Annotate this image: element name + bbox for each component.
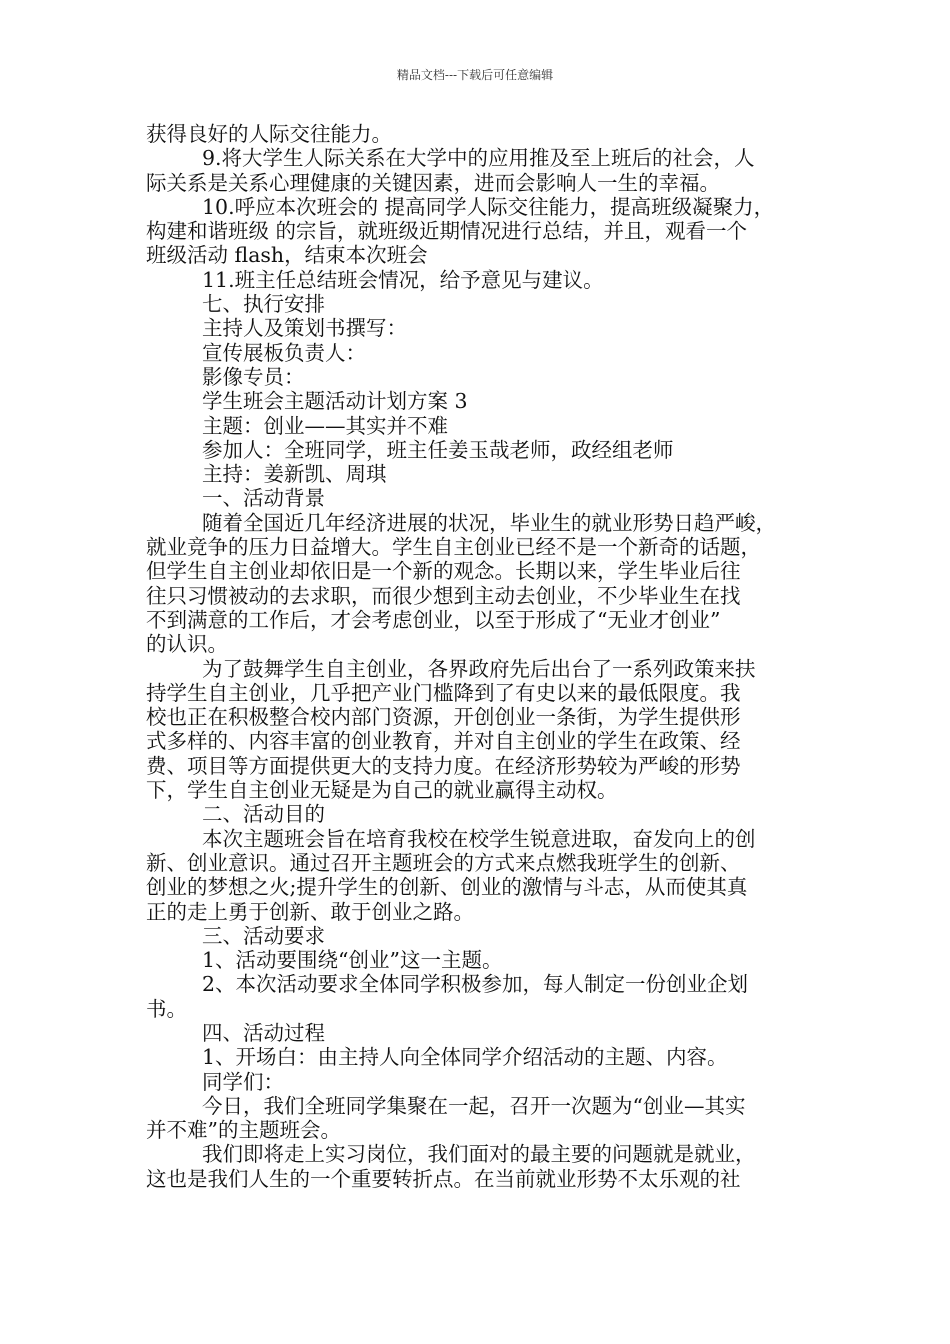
text-line: 9.将大学生人际关系在大学中的应用推及至上班后的社会，人 xyxy=(202,146,755,171)
text-line: 四、活动过程 xyxy=(202,1020,325,1045)
text-line: 2、本次活动要求全体同学积极参加，每人制定一份创业企划 xyxy=(202,972,749,997)
text-line: 影像专员： xyxy=(202,364,305,389)
page-header: 精品文档---下载后可任意编辑 xyxy=(396,68,554,82)
text-line: 正的走上勇于创新、敢于创业之路。 xyxy=(146,899,474,924)
text-line: 新、创业意识。通过召开主题班会的方式来点燃我班学生的创新、 xyxy=(146,850,741,875)
text-line: 11.班主任总结班会情况，给予意见与建议。 xyxy=(202,267,604,292)
text-line: 学生班会主题活动计划方案 3 xyxy=(202,389,468,414)
text-line: 往只习惯被动的去求职，而很少想到主动去创业，不少毕业生在找 xyxy=(146,583,741,608)
text-line: 费、项目等方面提供更大的支持力度。在经济形势较为严峻的形势 xyxy=(146,753,741,778)
text-line: 际关系是关系心理健康的关键因素，进而会影响人一生的幸福。 xyxy=(146,170,720,195)
text-line: 主题：创业——其实并不难 xyxy=(202,413,448,438)
text-line: 这也是我们人生的一个重要转折点。在当前就业形势不太乐观的社 xyxy=(146,1166,741,1191)
text-line: 但学生自主创业却依旧是一个新的观念。长期以来，学生毕业后往 xyxy=(146,559,741,584)
text-line: 班级活动 flash，结束本次班会 xyxy=(146,243,428,268)
text-line: 并不难”的主题班会。 xyxy=(146,1118,341,1143)
text-line: 式多样的、内容丰富的创业教育，并对自主创业的学生在政策、经 xyxy=(146,729,741,754)
text-line: 书。 xyxy=(146,996,187,1021)
text-line: 随着全国近几年经济进展的状况，毕业生的就业形势日趋严峻， xyxy=(202,510,776,535)
text-line: 七、执行安排 xyxy=(202,292,325,317)
text-line: 为了鼓舞学生自主创业，各界政府先后出台了一系列政策来扶 xyxy=(202,656,756,681)
text-line: 校也正在积极整合校内部门资源，开创创业一条街，为学生提供形 xyxy=(146,705,741,730)
text-line: 构建和谐班级 的宗旨，就班级近期情况进行总结，并且，观看一个 xyxy=(146,219,748,244)
text-line: 就业竞争的压力日益增大。学生自主创业已经不是一个新奇的话题， xyxy=(146,535,761,560)
text-line: 主持人及策划书撰写： xyxy=(202,316,407,341)
text-line: 获得良好的人际交往能力。 xyxy=(146,122,392,146)
text-line: 二、活动目的 xyxy=(202,802,325,827)
text-line: 不到满意的工作后，才会考虑创业，以至于形成了“无业才创业” xyxy=(146,607,721,632)
text-line: 参加人：全班同学，班主任姜玉哉老师，政经组老师 xyxy=(202,437,674,462)
text-line: 三、活动要求 xyxy=(202,923,325,948)
text-line: 主持：姜新凯、周琪 xyxy=(202,462,387,487)
text-line: 的认识。 xyxy=(146,632,228,657)
text-line: 持学生自主创业，几乎把产业门槛降到了有史以来的最低限度。我 xyxy=(146,680,741,705)
text-line: 1、活动要围绕“创业”这一主题。 xyxy=(202,948,503,973)
text-line: 创业的梦想之火;提升学生的创新、创业的激情与斗志，从而使其真 xyxy=(146,875,748,900)
text-line: 一、活动背景 xyxy=(202,486,325,511)
text-line: 本次主题班会旨在培育我校在校学生锐意进取，奋发向上的创 xyxy=(202,826,756,851)
text-line: 10.呼应本次班会的 提高同学人际交往能力，提高班级凝聚力， xyxy=(202,194,775,219)
text-line: 同学们： xyxy=(202,1069,284,1094)
text-line: 今日，我们全班同学集聚在一起，召开一次题为“创业—其实 xyxy=(202,1093,746,1118)
text-line: 下，学生自主创业无疑是为自己的就业赢得主动权。 xyxy=(146,778,618,803)
text-line: 1、开场白：由主持人向全体同学介绍活动的主题、内容。 xyxy=(202,1045,728,1070)
document-body xyxy=(146,122,814,1191)
text-line: 我们即将走上实习岗位，我们面对的最主要的问题就是就业， xyxy=(202,1142,756,1167)
text-line: 宣传展板负责人： xyxy=(202,340,366,365)
